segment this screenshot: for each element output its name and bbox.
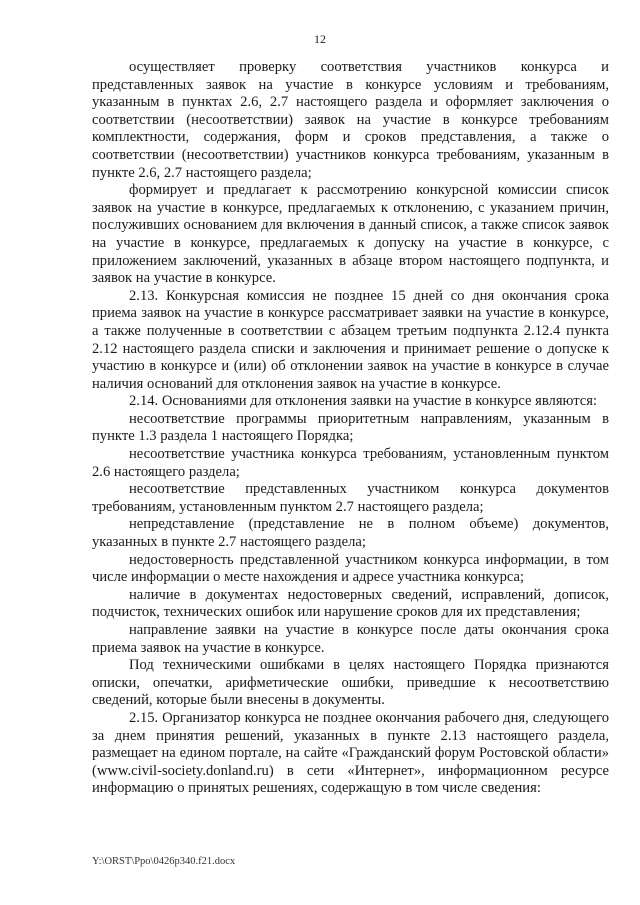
paragraph: Под техническими ошибками в целях настоящего Порядка признаются описки, опечатки, арифметические ошибки, приведшие к несоответствию сведений, которые были внесены в документы.	[92, 657, 609, 709]
paragraph: несоответствие программы приоритетным направлениям, указанным в пункте 1.3 раздела 1 настоящего Порядка;	[92, 410, 609, 445]
paragraph: несоответствие представленных участником конкурса документов требованиям, установленным пунктом 2.7 настоящего раздела;	[92, 481, 609, 515]
paragraph: 2.13. Конкурсная комиссия не позднее 15 дней со дня окончания срока приема заявок на участие в конкурсе рассматривает заявки на участие в конкурсе, а также полученные в соответствии с абзацем третьим подпункта 2.12.4 пункта 2.12 настоящего раздела списки и заключения и принимает решение о допуске к участию в конкурсе и (или) об отклонении заявок на участие в конкурсе в случае наличия оснований для отклонения заявок на участие в конкурсе.	[92, 287, 609, 392]
paragraph: наличие в документах недостоверных сведений, исправлений, дописок, подчисток, технических ошибок или нарушение сроков для их представления;	[92, 586, 609, 621]
paragraph: непредставление (представление не в полном объеме) документов, указанных в пункте 2.7 настоящего раздела;	[92, 516, 609, 551]
paragraph: 2.14. Основаниями для отклонения заявки на участие в конкурсе являются:	[129, 393, 598, 410]
document-body	[92, 59, 609, 798]
paragraph: 2.15. Организатор конкурса не позднее окончания рабочего дня, следующего за днем принятия решений, указанных в пункте 2.13 настоящего раздела, размещает на едином портале, на сайте «Гражданский форум Ростовской области» (www.civil-society.donland.ru) в сети «Интернет», информационном ресурсе информацию о принятых решениях, содержащую в том числе сведения:	[92, 709, 609, 797]
paragraph: осуществляет проверку соответствия участников конкурса и представленных заявок на участие в конкурсе условиям и требованиям, указанным в пунктах 2.6, 2.7 настоящего раздела и оформляет заключения о соответствии (несоответствии) заявок на участие в конкурсе требованиям комплектности, содержания, форм и сроков представления, а также о соответствии (несоответствии) участников конкурса требованиям, указанным в пункте 2.6, 2.7 настоящего раздела;	[92, 59, 609, 181]
footer-file-path: Y:\ORST\Ppo\0426p340.f21.docx	[92, 856, 236, 867]
paragraph: формирует и предлагает к рассмотрению конкурсной комиссии список заявок на участие в конкурсе, предлагаемых к отклонению, с указанием причин, послуживших основанием для включения в данный список, а также список заявок на участие в конкурсе, предлагаемых к допуску на участие в конкурсе, с приложением заключений, указанных в абзаце втором настоящего подпункта, и заявок на участие в конкурсе.	[92, 182, 609, 287]
paragraph: направление заявки на участие в конкурсе после даты окончания срока приема заявок на участие в конкурсе.	[92, 622, 609, 656]
paragraph: несоответствие участника конкурса требованиям, установленным пунктом 2.6 настоящего раздела;	[92, 446, 609, 480]
paragraph: недостоверность представленной участником конкурса информации, в том числе информации о месте нахождения и адресе участника конкурса;	[92, 551, 609, 586]
page-number: 12	[314, 32, 326, 46]
